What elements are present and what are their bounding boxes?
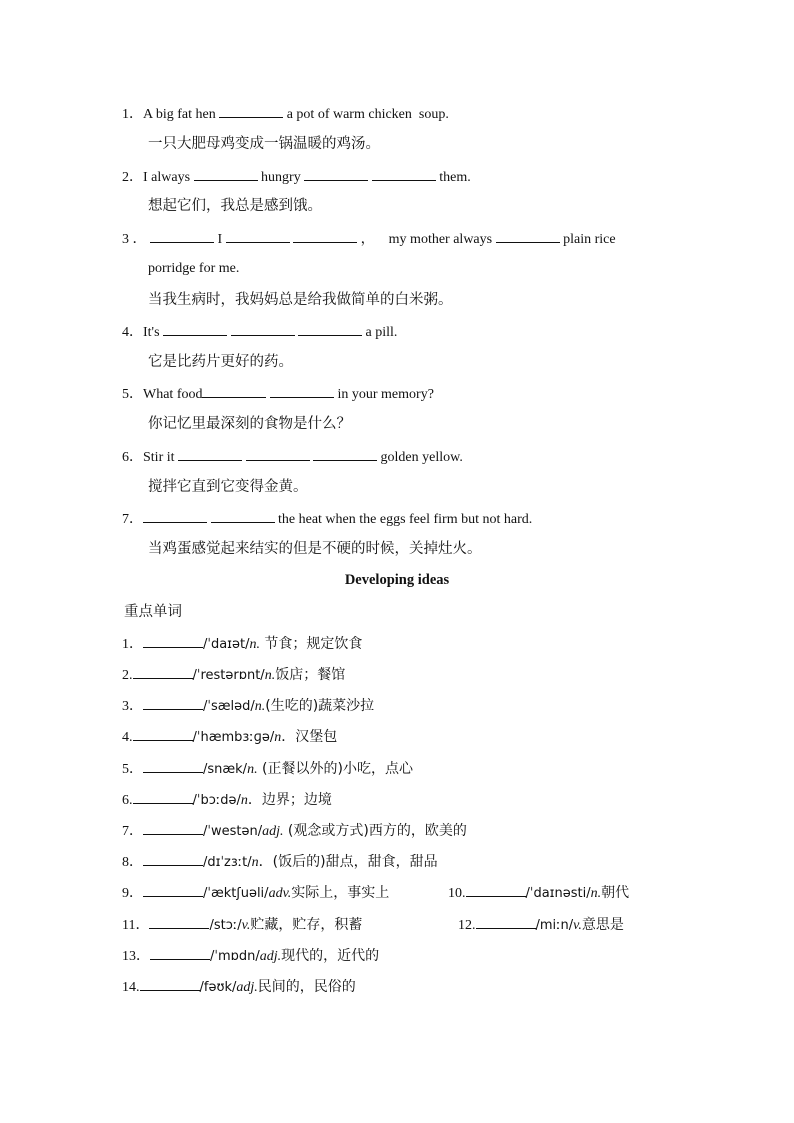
answer-blank[interactable] — [133, 790, 193, 804]
exercise-5-translation: 你记忆里最深刻的食物是什么？ — [148, 416, 351, 432]
answer-blank[interactable] — [202, 384, 266, 398]
exercise-4-translation: 它是比药片更好的药。 — [148, 354, 293, 370]
exercise-3-translation: 当我生病时，我妈妈总是给我做简单的白米粥。 — [148, 292, 453, 308]
subsection-title: 重点单词 — [124, 604, 182, 620]
exercise-6-translation: 搅拌它直到它变得金黄。 — [148, 479, 308, 495]
answer-blank[interactable] — [133, 665, 193, 679]
answer-blank[interactable] — [211, 509, 275, 523]
vocab-item: 3． /ˈsæləd/n.(生吃的)蔬菜沙拉 — [122, 698, 375, 714]
exercise-3: 3 ． I ， my mother always plain rice — [122, 229, 616, 249]
answer-blank[interactable] — [246, 447, 310, 461]
exercise-7-translation: 当鸡蛋感觉起来结实的但是不硬的时候，关掉灶火。 — [148, 541, 482, 557]
answer-blank[interactable] — [476, 915, 536, 929]
answer-blank[interactable] — [226, 229, 290, 243]
answer-blank[interactable] — [496, 229, 560, 243]
exercise-2: 2．I always hungry them. — [122, 167, 471, 187]
answer-blank[interactable] — [143, 883, 203, 897]
answer-blank[interactable] — [143, 509, 207, 523]
answer-blank[interactable] — [143, 759, 203, 773]
vocab-item: 7． /ˈwestən/adj. (观念或方式)西方的，欧美的 — [122, 823, 467, 839]
answer-blank[interactable] — [298, 322, 362, 336]
answer-blank[interactable] — [466, 883, 526, 897]
vocab-item: 10. /ˈdaɪnəsti/n.朝代 — [448, 885, 630, 901]
answer-blank[interactable] — [293, 229, 357, 243]
vocab-item: 2. /ˈrestərɒnt/n.饭店；餐馆 — [122, 667, 346, 683]
vocab-item: 6. /ˈbɔːdə/n．边界；边境 — [122, 792, 332, 808]
answer-blank[interactable] — [163, 322, 227, 336]
answer-blank[interactable] — [313, 447, 377, 461]
answer-blank[interactable] — [219, 104, 283, 118]
answer-blank[interactable] — [372, 167, 436, 181]
exercise-7: 7． the heat when the eggs feel firm but not hard. — [122, 509, 532, 529]
exercise-6: 6．Stir it golden yellow. — [122, 447, 463, 467]
exercise-4: 4．It's a pill. — [122, 322, 397, 342]
exercise-5: 5．What food in your memory? — [122, 384, 434, 404]
answer-blank[interactable] — [178, 447, 242, 461]
answer-blank[interactable] — [231, 322, 295, 336]
answer-blank[interactable] — [270, 384, 334, 398]
answer-blank[interactable] — [149, 915, 209, 929]
answer-blank[interactable] — [194, 167, 258, 181]
vocab-item: 12. /miːn/v.意思是 — [458, 917, 624, 933]
answer-blank[interactable] — [133, 727, 193, 741]
answer-blank[interactable] — [143, 852, 203, 866]
vocab-item: 14. /fəʊk/adj.民间的，民俗的 — [122, 979, 356, 995]
answer-blank[interactable] — [150, 229, 214, 243]
answer-blank[interactable] — [150, 946, 210, 960]
vocab-item: 13． /ˈmɒdn/adj.现代的，近代的 — [122, 948, 380, 964]
exercise-1: 1．A big fat hen a pot of warm chicken soup. — [122, 104, 449, 124]
answer-blank[interactable] — [143, 634, 203, 648]
vocab-item: 5． /snæk/n. (正餐以外的)小吃，点心 — [122, 761, 413, 777]
answer-blank[interactable] — [143, 696, 203, 710]
exercise-2-translation: 想起它们，我总是感到饿。 — [148, 198, 322, 214]
answer-blank[interactable] — [140, 977, 200, 991]
vocab-item: 4. /ˈhæmbɜːɡə/n．汉堡包 — [122, 729, 338, 745]
answer-blank[interactable] — [304, 167, 368, 181]
exercise-1-translation: 一只大肥母鸡变成一锅温暖的鸡汤。 — [148, 136, 380, 152]
section-title: Developing ideas — [344, 572, 450, 588]
vocab-item: 11． /stɔː/v.贮藏，贮存，积蓄 — [122, 917, 363, 933]
vocab-item: 1． /ˈdaɪət/n. 节食；规定饮食 — [122, 636, 363, 652]
exercise-3-continuation: porridge for me. — [148, 261, 240, 276]
answer-blank[interactable] — [143, 821, 203, 835]
vocab-item: 8． /dɪˈzɜːt/n．(饭后的)甜点，甜食，甜品 — [122, 854, 438, 870]
vocab-item: 9． /ˈæktʃuəli/adv.实际上，事实上 — [122, 885, 390, 901]
